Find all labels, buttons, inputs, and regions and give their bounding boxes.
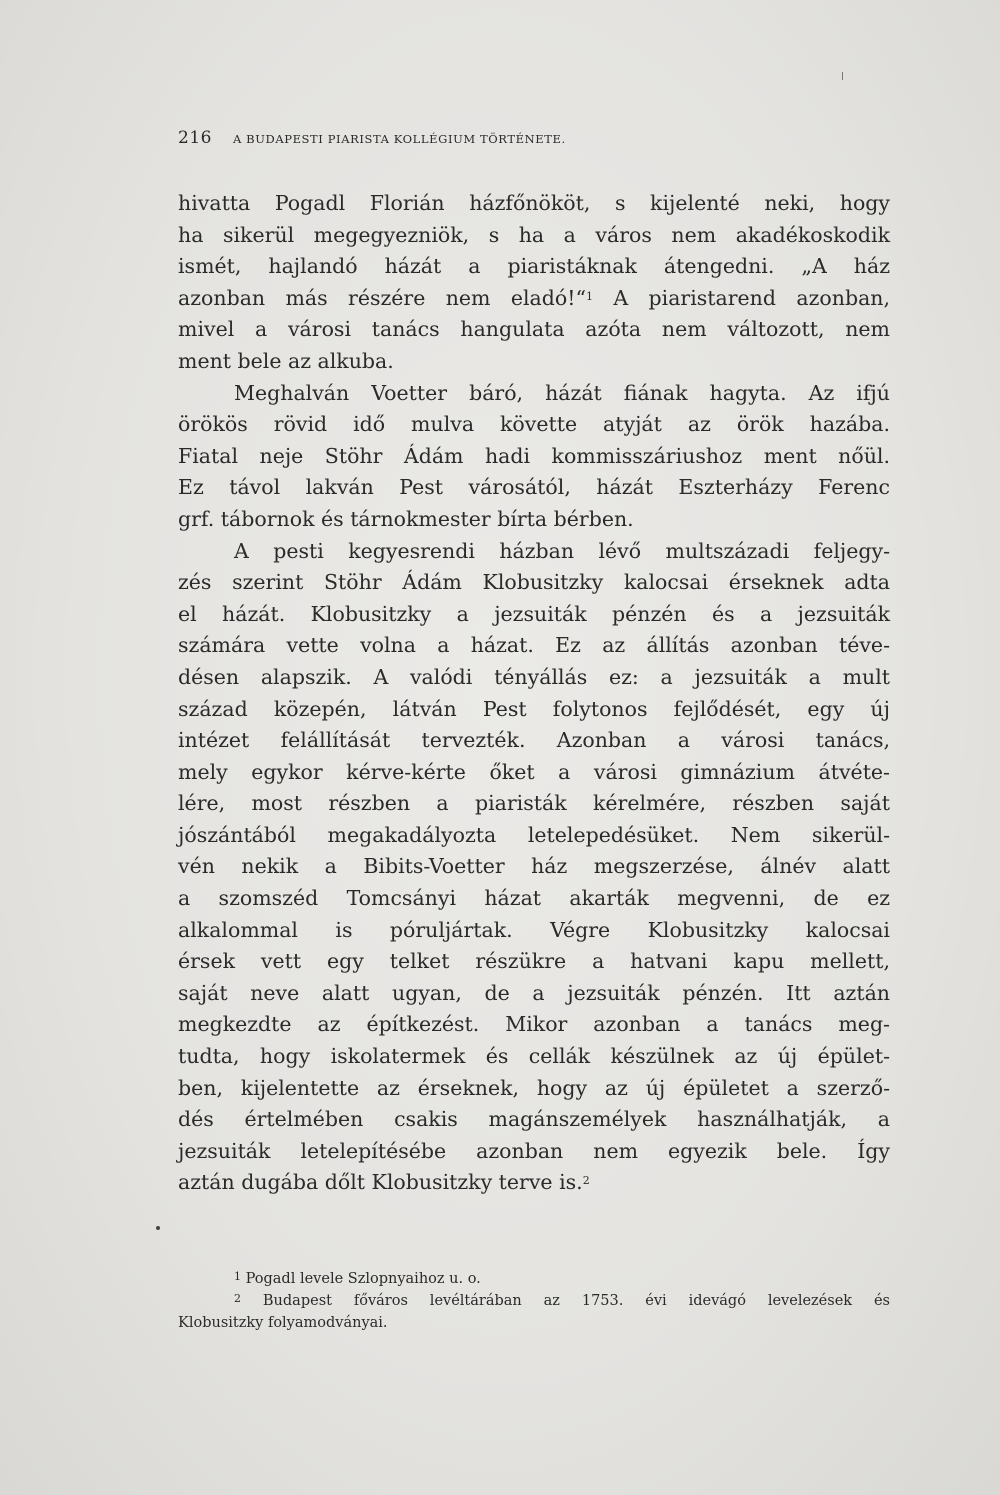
body-line: zés szerint Stöhr Ádám Klobusitzky kalocsai érseknek adta bbox=[178, 570, 890, 595]
footnote-2-continuation: Klobusitzky folyamodványai. bbox=[178, 1315, 388, 1331]
body-line: A pesti kegyesrendi házban lévő multszázadi feljegy- bbox=[234, 538, 890, 563]
body-line-with-footnote-ref bbox=[178, 283, 890, 315]
body-line: mely egykor kérve-kérte őket a városi gimnázium átvéte- bbox=[178, 759, 890, 784]
body-line: el házát. Klobusitzky a jezsuiták pénzén és a jezsuiták bbox=[178, 601, 890, 626]
footnote-mark-1: 1 bbox=[234, 1270, 241, 1283]
body-line: vén nekik a Bibits-Voetter ház megszerzése, álnév alatt bbox=[178, 854, 890, 879]
running-title: A BUDAPESTI PIARISTA KOLLÉGIUM TÖRTÉNETE. bbox=[233, 132, 566, 146]
body-line: ismét, hajlandó házát a piaristáknak átengedni. „A ház bbox=[178, 254, 890, 279]
body-line-part: A piaristarend azonban, bbox=[592, 285, 891, 310]
body-line-part: azonban más részére nem eladó!“ bbox=[178, 285, 586, 310]
body-line: számára vette volna a házat. Ez az állítás azonban téve- bbox=[178, 633, 890, 658]
footnote-text: Pogadl levele Szlopnyaihoz u. o. bbox=[241, 1271, 481, 1287]
body-line: mivel a városi tanács hangulata azóta nem változott, nem bbox=[178, 317, 890, 342]
body-line: grf. tábornok és tárnokmester bírta bérben. bbox=[178, 506, 634, 531]
body-line-part: aztán dugába dőlt Klobusitzky terve is. bbox=[178, 1170, 583, 1195]
footnote-ref-1: 1 bbox=[585, 289, 593, 303]
footnote-mark-2: 2 bbox=[234, 1292, 241, 1305]
body-line: tudta, hogy iskolatermek és cellák készülnek az új épület- bbox=[178, 1044, 890, 1069]
body-line: örökös rövid idő mulva követte atyját az örök hazába. bbox=[178, 412, 890, 437]
body-line: dés értelmében csakis magánszemélyek használhatják, a bbox=[178, 1107, 890, 1132]
body-line: Ez távol lakván Pest városától, házát Eszterházy Ferenc bbox=[178, 475, 890, 500]
body-line: saját neve alatt ugyan, de a jezsuiták pénzén. Itt aztán bbox=[178, 980, 890, 1005]
body-line: a szomszéd Tomcsányi házat akarták megvenni, de ez bbox=[178, 886, 890, 911]
body-line: megkezdte az építkezést. Mikor azonban a tanács meg- bbox=[178, 1012, 890, 1037]
body-line: lére, most részben a piaristák kérelmére, részben saját bbox=[178, 791, 890, 816]
footnote-1 bbox=[178, 1268, 890, 1290]
footnote-ref-2: 2 bbox=[582, 1174, 590, 1188]
body-line: ben, kijelentette az érseknek, hogy az új épületet a szerző- bbox=[178, 1075, 890, 1100]
body-line: alkalommal is póruljártak. Végre Klobusitzky kalocsai bbox=[178, 917, 890, 942]
body-line: ment bele az alkuba. bbox=[178, 348, 394, 373]
body-line: Fiatal neje Stöhr Ádám hadi kommisszáriushoz ment nőül. bbox=[178, 443, 890, 468]
body-line-with-footnote-ref bbox=[178, 1167, 890, 1199]
body-line: désen alapszik. A valódi tényállás ez: a jezsuiták a mult bbox=[178, 664, 890, 689]
footnote-text: Budapest főváros levéltárában az 1753. évi idevágó levelezések és bbox=[241, 1293, 890, 1309]
scan-mark bbox=[842, 72, 843, 80]
page-number: 216 bbox=[178, 128, 212, 148]
body-line: jezsuiták letelepítésébe azonban nem egyezik bele. Így bbox=[178, 1138, 890, 1163]
body-line: ha sikerül megegyezniök, s ha a város nem akadékoskodik bbox=[178, 222, 890, 247]
running-head bbox=[178, 128, 888, 158]
body-line: intézet felállítását tervezték. Azonban a városi tanács, bbox=[178, 728, 890, 753]
body-line: Meghalván Voetter báró, házát fiának hagyta. Az ifjú bbox=[234, 380, 890, 405]
body-text bbox=[178, 188, 890, 1199]
body-line: század közepén, látván Pest folytonos fejlődését, egy új bbox=[178, 696, 890, 721]
body-line: jószántából megakadályozta letelepedésüket. Nem sikerül- bbox=[178, 822, 890, 847]
stray-dot bbox=[156, 1226, 160, 1230]
footnote-2 bbox=[178, 1290, 890, 1312]
body-line: hivatta Pogadl Florián házfőnököt, s kijelenté neki, hogy bbox=[178, 191, 890, 215]
body-line: érsek vett egy telket részükre a hatvani kapu mellett, bbox=[178, 949, 890, 974]
footnotes bbox=[178, 1268, 890, 1334]
